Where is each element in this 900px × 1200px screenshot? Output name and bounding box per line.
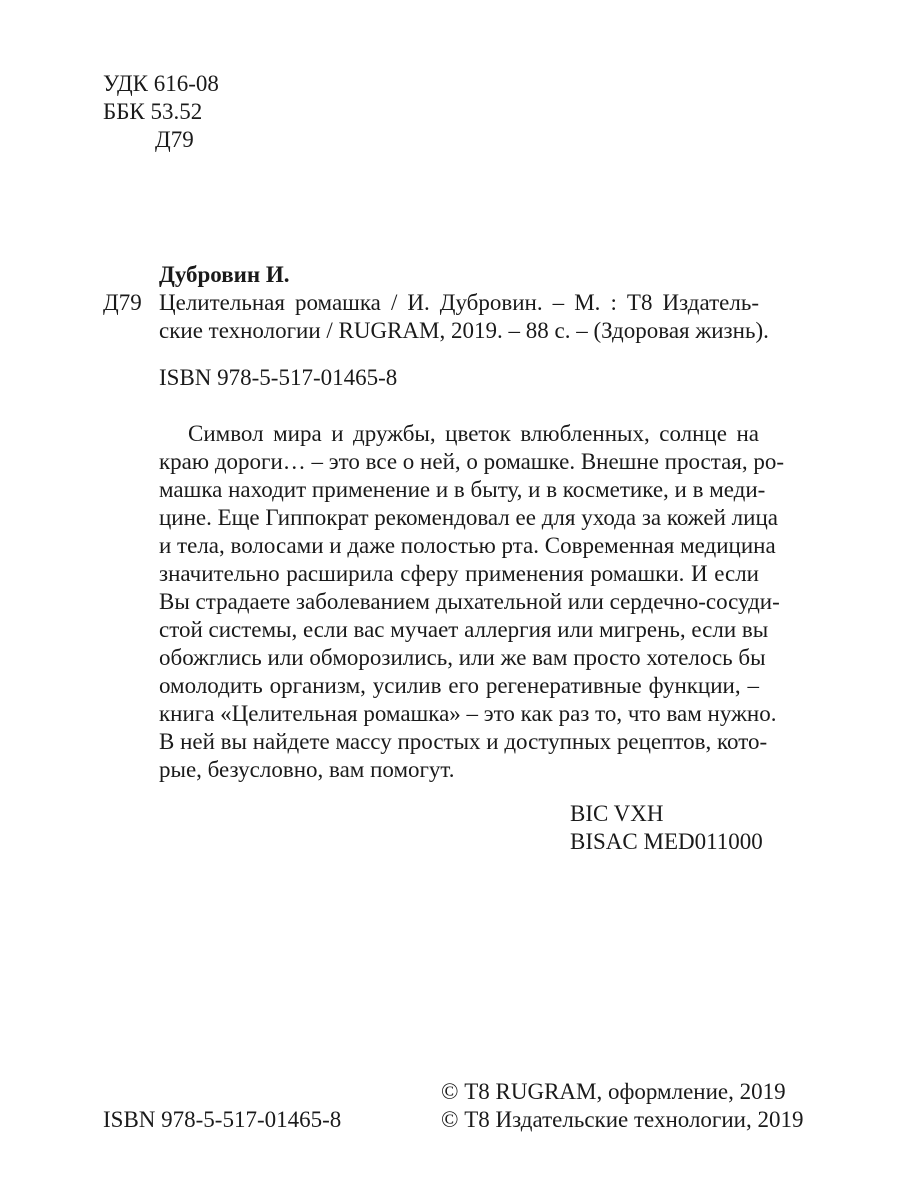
author-name: Дубровин И. — [159, 262, 290, 287]
annotation-line: цине. Еще Гиппократ рекомендовал ее для ухода за кожей лица — [159, 505, 778, 530]
annotation-line: машка находит применение и в быту, и в косметике, и в меди- — [159, 477, 766, 502]
bisac-code: BISAC MED011000 — [570, 829, 763, 854]
annotation-line: Символ мира и дружбы, цветок влюбленных, солнце на — [188, 421, 759, 446]
bib-description-line-1: Целительная ромашка / И. Дубровин. – М. : Т8 Издатель- — [159, 290, 759, 315]
annotation-line: стой системы, если вас мучает аллергия или мигрень, если вы — [159, 617, 769, 642]
footer-isbn: ISBN 978-5-517-01465-8 — [103, 1107, 342, 1132]
annotation-line: книга «Целительная ромашка» – это как раз то, что вам нужно. — [159, 701, 777, 726]
bib-description-line-2: ские технологии / RUGRAM, 2019. – 88 с. – (Здоровая жизнь). — [159, 318, 769, 343]
bic-code: BIC VXH — [570, 801, 664, 826]
annotation-line: Вы страдаете заболеванием дыхательной или сердечно-сосуди- — [159, 589, 780, 614]
annotation-line: В ней вы найдете массу простых и доступных рецептов, кото- — [159, 729, 768, 754]
copyright-t8: © Т8 Издательские технологии, 2019 — [441, 1107, 804, 1132]
bib-isbn: ISBN 978-5-517-01465-8 — [159, 365, 398, 390]
bib-author-mark: Д79 — [103, 290, 142, 315]
annotation-line: омолодить организм, усилив его регенеративные функции, – — [159, 673, 759, 698]
copyright-rugram: © Т8 RUGRAM, оформление, 2019 — [441, 1079, 786, 1104]
author-mark: Д79 — [155, 127, 194, 152]
annotation-line: обожглись или обморозились, или же вам просто хотелось бы — [159, 645, 766, 670]
udk-code: УДК 616-08 — [103, 71, 219, 96]
annotation-line: краю дороги… – это все о ней, о ромашке. Внешне простая, ро- — [159, 449, 785, 474]
bbk-code: ББК 53.52 — [103, 99, 203, 124]
annotation-line: значительно расширила сферу применения ромашки. И если — [159, 561, 759, 586]
annotation-line: рые, безусловно, вам помогут. — [159, 757, 455, 782]
annotation-line: и тела, волосами и даже полостью рта. Современная медицина — [159, 533, 776, 558]
